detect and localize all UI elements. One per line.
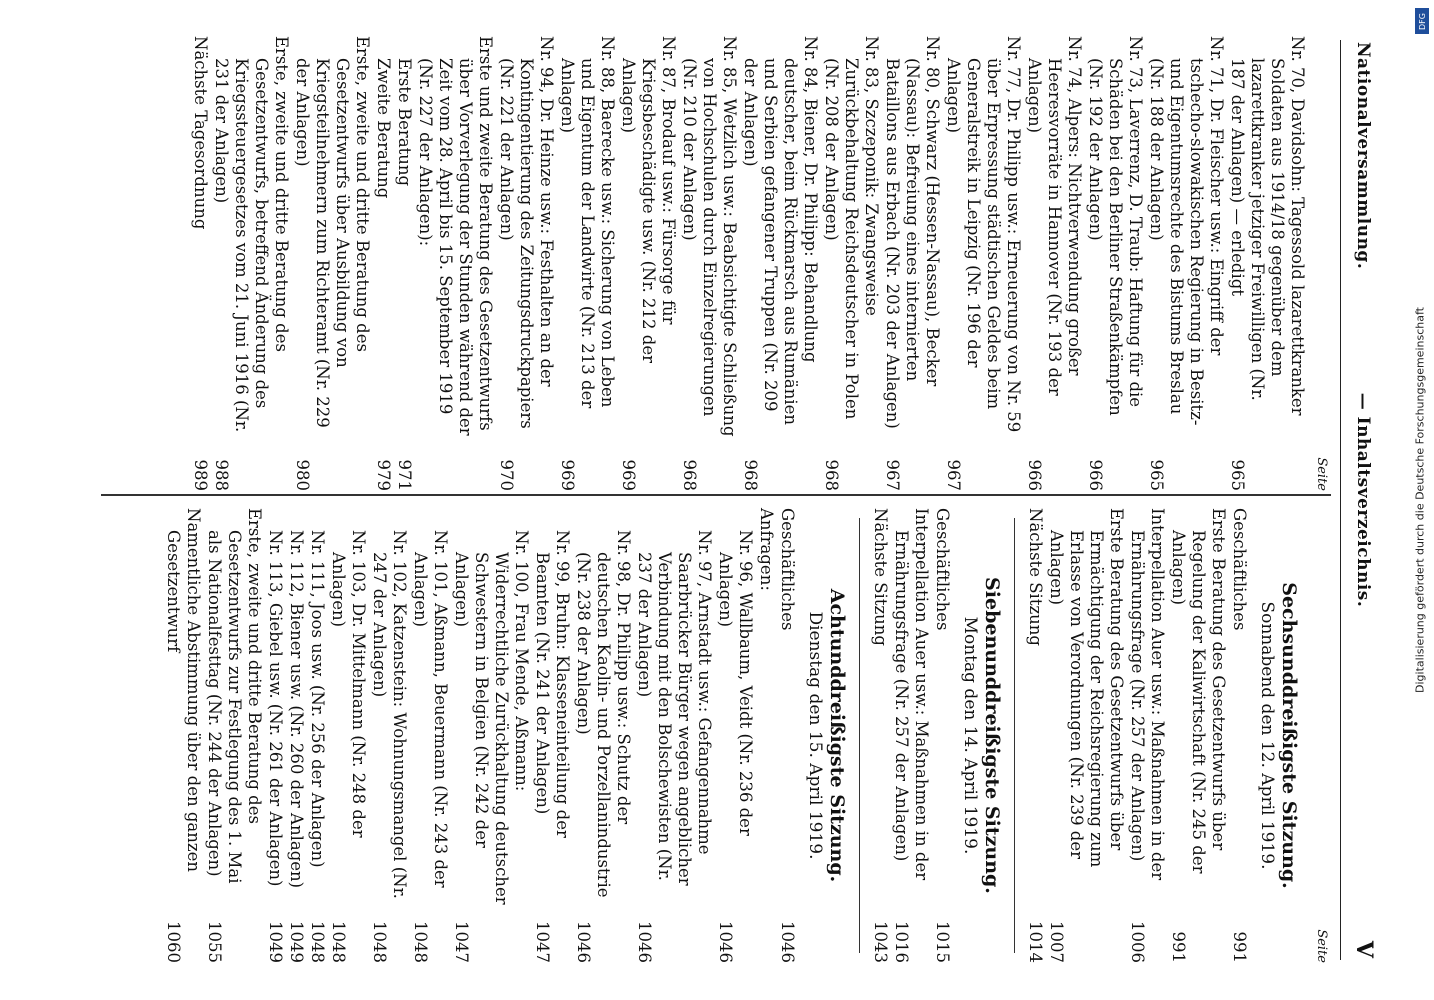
- toc-entry: [634, 508, 714, 963]
- header-left-title: Nationalversammlung.: [1353, 42, 1373, 270]
- toc-entry: [1085, 36, 1145, 491]
- entry-page: 968: [822, 459, 841, 491]
- entry-page: 968: [741, 459, 760, 491]
- toc-entry: [821, 36, 881, 491]
- entry-page: 967: [883, 459, 902, 491]
- entry-text: Nr. 74, Alpers: Nichtverwendung großer Heeresvorräte in Hannover (Nr. 193 der Anlagen): [1025, 36, 1084, 396]
- entry-page: 1016: [892, 921, 911, 963]
- entry-page: 1007: [1047, 921, 1066, 963]
- seite-label-right: Seite: [1314, 929, 1329, 963]
- section-rule: [1014, 518, 1015, 953]
- entry-page: 970: [497, 459, 516, 491]
- entry-text: Nr. 98, Dr. Philipp usw.: Schutz der deutschen Kaolin- und Porzellanindustrie (Nr. 238 der Anlagen): [574, 530, 633, 898]
- entry-text: Nr. 103, Dr. Mittelmann (Nr. 248 der Anlagen): [329, 530, 368, 838]
- entry-text: Erste Beratung des Gesetzentwurfs über Regelung der Kaliwirtschaft (Nr. 245 der Anlagen): [1169, 508, 1228, 874]
- entry-page: 1046: [635, 921, 654, 963]
- left-entry-list: [190, 36, 1307, 491]
- entry-text: Nr. 84, Biener, Dr. Philipp: Behandlung deutscher, beim Rückmarsch aus Rumänien und Serbien gefangener Truppen (Nr. 209 der Anlagen): [741, 36, 820, 425]
- entry-page: 969: [558, 459, 577, 491]
- toc-entry: [1024, 36, 1084, 491]
- entry-page: 1047: [533, 921, 552, 963]
- entry-text: Anfragen:: [757, 508, 776, 591]
- toc-entry: [1227, 36, 1307, 491]
- entry-page: 1047: [452, 921, 471, 963]
- toc-entry: [410, 508, 450, 963]
- header-center-title: — Inhaltsverzeichnis.: [1353, 392, 1373, 608]
- entry-page: 1015: [933, 921, 952, 963]
- toc-entry: [882, 36, 942, 491]
- entry-text: Nr. 100, Frau Mende, Aßmann: Widerrechtliche Zurückhaltung deutscher Schwestern in Belgien (Nr. 242 der Anlagen): [452, 530, 531, 905]
- toc-entry: [1025, 508, 1045, 963]
- toc-entry: [211, 36, 291, 491]
- toc-entry: [286, 508, 306, 963]
- entry-text: Nr. 80, Schwarz (Hessen-Nassau), Becker (Nassau): Befreiung eines internierten Bataillons aus Erbach (Nr. 203 der Anlagen): [883, 36, 942, 429]
- entry-text: Zweite Beratung: [374, 58, 393, 199]
- left-column: [189, 36, 1331, 491]
- entry-page: 1048: [411, 921, 430, 963]
- entry-page: 1046: [716, 921, 735, 963]
- entry-page: 989: [191, 459, 210, 491]
- entry-page: 991: [1169, 931, 1188, 963]
- toc-entry: [496, 36, 556, 491]
- session-title: Achtunddreißigste Sitzung.: [826, 588, 848, 883]
- entry-text: Geschäftliches: [1230, 508, 1249, 631]
- entry-text: Namentliche Abstimmung über den ganzen Gesetzentwurf: [164, 508, 203, 872]
- entry-text: Erste, zweite und dritte Beratung des Gesetzentwurfs über Ausbildung von Kriegsteilnehmern zum Richteramt (Nr. 229 der Anlagen): [293, 36, 372, 428]
- entry-page: 966: [1025, 459, 1044, 491]
- entry-page: 1046: [778, 921, 797, 963]
- entry-page: 969: [619, 459, 638, 491]
- toc-entry: [163, 508, 203, 963]
- entry-text: Nr. 96, Wallbaum, Veidt (Nr. 236 der Anlagen): [716, 530, 755, 836]
- entry-page: 1043: [871, 921, 890, 963]
- toc-entry: [1168, 508, 1228, 963]
- entry-text: Geschäftliches: [933, 508, 952, 631]
- digitization-credit-text: Digitalisierung gefördert durch die Deutsche Forschungsgemeinschaft: [1413, 307, 1427, 693]
- entry-text: Nächste Sitzung: [871, 508, 890, 646]
- toc-entry: [618, 36, 678, 491]
- entry-page: 979: [374, 459, 393, 491]
- entry-page: 1049: [287, 921, 306, 963]
- entry-text: Geschäftliches: [778, 508, 797, 631]
- toc-entry: [756, 508, 776, 963]
- toc-entry: [394, 36, 414, 491]
- entry-page: 1048: [370, 921, 389, 963]
- entry-text: Nr. 71, Dr. Fleischer usw.: Eingriff der tschecho-slowakischen Regierung in Besitz- und Eigentumsrechte des Bistums Breslau (Nr. 188 der Anlagen): [1147, 36, 1226, 426]
- entry-text: Nr. 113, Giebel usw. (Nr. 261 der Anlagen): [266, 530, 285, 887]
- digitization-credit: [1410, 12, 1430, 988]
- entry-text: Nr. 88, Baerecke usw.: Sicherung von Leben und Eigentum der Landwirte (Nr. 213 der Anlagen): [558, 36, 617, 409]
- scanned-page: [40, 20, 1395, 980]
- entry-page: 965: [1228, 459, 1247, 491]
- entry-text: Erste, zweite und dritte Beratung des Gesetzentwurfs, betreffend Änderung des Kriegssteuergesetzes vom 21. Juni 1916 (Nr. 231 der Anlagen): [212, 36, 291, 433]
- toc-entry: [204, 508, 264, 963]
- toc-entry: [777, 508, 797, 963]
- toc-entry: [373, 36, 393, 491]
- entry-page: 988: [212, 459, 231, 491]
- toc-entry: [715, 508, 755, 963]
- session-sections: [163, 508, 1299, 963]
- section-rule: [859, 518, 860, 953]
- toc-entry: [451, 508, 531, 963]
- entry-text: Erste und zweite Beratung des Gesetzentwurfs über Vorverlegung der Stunden während der Zeit vom 28. April bis 15. September 1919 (Nr. 227 der Anlagen):: [416, 36, 495, 436]
- toc-entry: [190, 36, 210, 491]
- entry-page: 1014: [1026, 921, 1045, 963]
- page-header: [1340, 40, 1381, 960]
- toc-entry: [328, 508, 368, 963]
- entry-page: 1055: [205, 921, 224, 963]
- entry-text: Nr. 73, Laverrenz, D. Traub: Haftung für die Schäden bei den Berliner Straßenkämpfen (Nr. 192 der Anlagen): [1086, 36, 1145, 416]
- toc-entry: [415, 36, 495, 491]
- entry-page: 991: [1230, 931, 1249, 963]
- entry-text: Nr. 70, Davidsohn: Tagessold lazarettkranker Soldaten aus 1914/18 gegenüber dem lazarettkranker jetziger Freiwilligen (Nr. 187 der Anlagen) — erledigt: [1228, 36, 1307, 416]
- entry-page: 1060: [164, 921, 183, 963]
- entry-text: Nr. 85, Wetzlich usw.: Beabsichtigte Schließung von Hochschulen durch Einzelregierungen (Nr. 210 der Anlagen): [680, 36, 739, 437]
- toc-entry: [1046, 508, 1126, 963]
- toc-entry: [932, 508, 952, 963]
- toc-entry: [1127, 508, 1167, 963]
- toc-entry: [307, 508, 327, 963]
- dfg-logo: DFG: [1415, 8, 1429, 34]
- session-date: Montag den 14. April 1919.: [960, 616, 980, 855]
- entry-text: Nächste Tagesordnung: [191, 36, 210, 230]
- entry-text: Nr. 83, Szczeponik: Zwangsweise Zurückbehaltung Reichsdeutscher in Polen (Nr. 208 der Anlagen): [822, 36, 881, 420]
- entry-text: Interpellation Auer usw.: Maßnahmen in der Ernährungsfrage (Nr. 257 der Anlagen): [892, 508, 931, 881]
- toc-entry: [870, 508, 890, 963]
- toc-entry: [1229, 508, 1249, 963]
- entry-page: 965: [1147, 459, 1166, 491]
- session-date: Dienstag den 15. April 1919.: [805, 611, 825, 860]
- toc-entry: [557, 36, 617, 491]
- entry-text: Nr. 87, Brodauf usw.: Fürsorge für Kriegsbeschädigte usw. (Nr. 212 der Anlagen): [619, 36, 678, 363]
- right-column: [162, 508, 1331, 963]
- entry-page: 967: [944, 459, 963, 491]
- entry-text: Nächste Sitzung: [1026, 508, 1045, 646]
- entry-text: Nr. 99, Bruhn: Klasseneinteilung der Beamten (Nr. 241 der Anlagen): [533, 530, 572, 838]
- session-title: Sechsunddreißigste Sitzung.: [1278, 582, 1300, 889]
- entry-text: Nr. 94, Dr. Heinze usw.: Festhalten an der Kontingentierung des Zeitungsdruckpapiers (Nr. 221 der Anlagen): [497, 36, 556, 429]
- toc-entry: [532, 508, 572, 963]
- toc-entry: [292, 36, 372, 491]
- entry-page: 1048: [308, 921, 327, 963]
- entry-text: Nr. 102, Katzenstein: Wohnungsmangel (Nr. 247 der Anlagen): [370, 530, 409, 899]
- entry-text: Erste, zweite und dritte Beratung des Gesetzentwurfs zur Festlegung des 1. Mai als Nationalfesttag (Nr. 244 der Anlagen): [205, 508, 264, 884]
- entry-text: Nr. 77, Dr. Philipp usw.: Erneuerung von Nr. 59 über Erpressung städtischen Geldes beim Generalstreik in Leipzig (Nr. 196 der Anlagen): [944, 36, 1023, 433]
- session-title: Siebenunddreißigste Sitzung.: [981, 577, 1003, 894]
- toc-entry: [573, 508, 633, 963]
- toc-entry: [265, 508, 285, 963]
- entry-text: Nr. 97, Arnstadt usw.: Gefangennahme Saarbrücker Bürger wegen angeblicher Verbindung mit den Bolschewisten (Nr. 237 der Anlagen): [635, 530, 714, 886]
- entry-text: Nr. 111, Joos usw. (Nr. 256 der Anlagen): [308, 530, 327, 868]
- toc-entry: [1146, 36, 1226, 491]
- column-divider: [101, 494, 1331, 496]
- entry-text: Nr. 101, Aßmann, Beuermann (Nr. 243 der Anlagen): [411, 530, 450, 888]
- toc-entry: [679, 36, 739, 491]
- entry-page: 1049: [266, 921, 285, 963]
- entry-text: Erste Beratung: [395, 58, 414, 187]
- rotated-page-content: [47, 30, 1387, 970]
- toc-entry: [943, 36, 1023, 491]
- entry-page: 1006: [1128, 921, 1147, 963]
- toc-entry: [740, 36, 820, 491]
- entry-text: Erste Beratung des Gesetzentwurfs über Ermächtigung der Reichsregierung zum Erlasse von Verordnungen (Nr. 239 der Anlagen): [1047, 508, 1126, 868]
- entry-page: 968: [680, 459, 699, 491]
- page-number: V: [1351, 940, 1377, 958]
- seite-label: Seite: [1314, 457, 1329, 491]
- toc-entry: [891, 508, 931, 963]
- entry-page: 980: [293, 459, 312, 491]
- entry-text: Interpellation Auer usw.: Maßnahmen in der Ernährungsfrage (Nr. 257 der Anlagen): [1128, 508, 1167, 881]
- entry-page: 966: [1086, 459, 1105, 491]
- entry-page: 1048: [329, 921, 348, 963]
- session-date: Sonnabend den 12. April 1919.: [1257, 601, 1277, 870]
- entry-text: Nr. 112, Biener usw. (Nr. 260 der Anlagen): [287, 530, 306, 889]
- entry-page: 971: [395, 459, 414, 491]
- toc-entry: [369, 508, 409, 963]
- entry-page: 1046: [574, 921, 593, 963]
